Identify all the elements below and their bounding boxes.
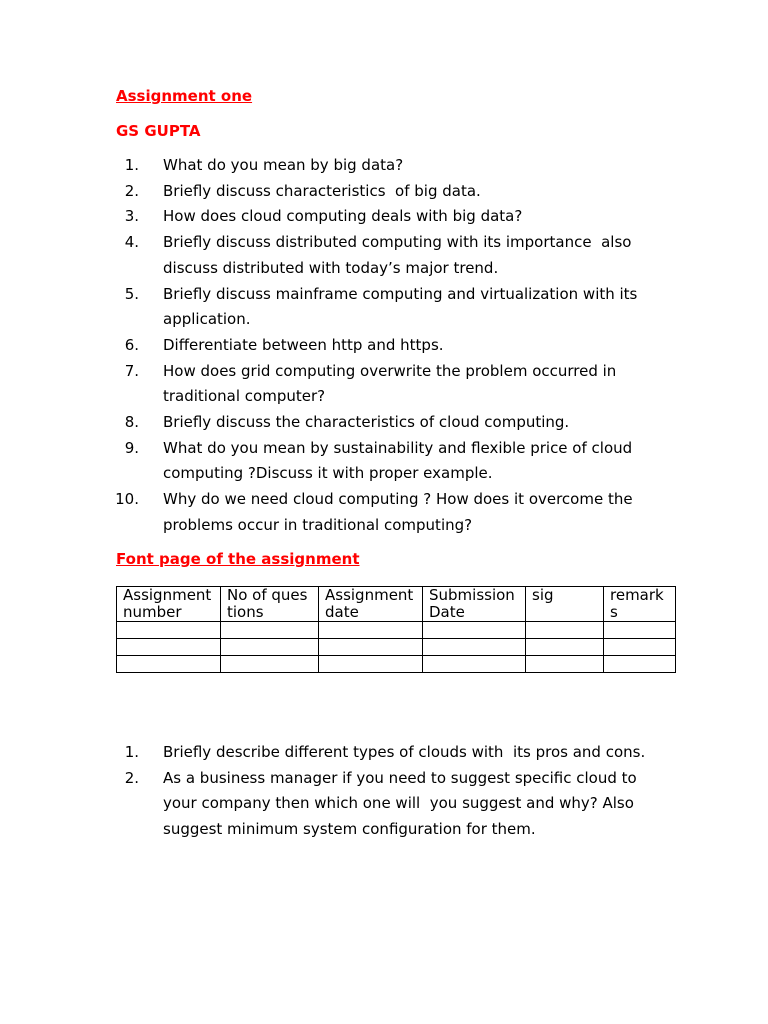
author-name: GS GUPTA — [116, 122, 201, 140]
table-cell — [117, 622, 221, 639]
table-cell — [604, 656, 676, 673]
assignment-title: Assignment one — [116, 87, 253, 105]
list-item — [0, 282, 768, 333]
item-text: Why do we need cloud computing ? How does it overcome the problems occur in traditional computing? — [163, 490, 638, 534]
table-cell — [117, 656, 221, 673]
list-item — [0, 487, 768, 538]
front-page-table — [116, 586, 676, 673]
front-page-heading: Font page of the assignment — [116, 550, 360, 568]
item-text: Briefly discuss distributed computing with its importance also discuss distributed with today’s major trend. — [163, 233, 637, 277]
list-item — [0, 204, 768, 230]
item-text: Briefly discuss mainframe computing and virtualization with its application. — [163, 284, 643, 329]
item-number: 1. — [124, 743, 139, 761]
list-item — [0, 766, 768, 843]
item-number: 9. — [124, 438, 139, 457]
table-cell — [423, 639, 526, 656]
item-text: Briefly discuss characteristics of big data. — [163, 181, 481, 200]
column-header: remarks — [604, 587, 676, 622]
list-item — [0, 230, 768, 281]
table-cell — [604, 639, 676, 656]
item-number: 5. — [124, 284, 139, 303]
item-number: 3. — [124, 207, 139, 226]
item-number: 6. — [124, 335, 139, 354]
item-number: 2. — [124, 768, 139, 787]
list-item — [0, 436, 768, 487]
list-item — [0, 410, 768, 436]
item-text: How does cloud computing deals with big data? — [163, 207, 523, 226]
item-number: 7. — [124, 361, 139, 380]
table-row — [117, 639, 676, 656]
table-cell — [526, 622, 604, 639]
item-number: 4. — [124, 233, 139, 252]
item-text: What do you mean by big data? — [163, 156, 404, 174]
item-text: Differentiate between http and https. — [163, 335, 444, 354]
column-header: sig — [526, 587, 604, 622]
list-item — [0, 333, 768, 359]
table-row — [117, 622, 676, 639]
table-cell — [423, 656, 526, 673]
item-text: Briefly discuss the characteristics of cloud computing. — [163, 413, 570, 432]
item-text: Briefly describe different types of clouds with its pros and cons. — [163, 743, 646, 761]
table-cell — [526, 656, 604, 673]
column-header: Submission Date — [423, 587, 526, 622]
table-cell — [526, 639, 604, 656]
table-header-row — [117, 587, 676, 622]
list-item — [0, 179, 768, 205]
table-cell — [221, 656, 319, 673]
item-number: 10. — [115, 490, 139, 509]
item-text: What do you mean by sustainability and flexible price of cloud computing ?Discuss it with proper example. — [163, 438, 637, 483]
table-cell — [423, 622, 526, 639]
list-item — [0, 359, 768, 410]
item-number: 1. — [124, 156, 139, 174]
table-cell — [319, 639, 423, 656]
table-row — [117, 656, 676, 673]
table-cell — [604, 622, 676, 639]
list-item — [0, 153, 768, 179]
table-cell — [221, 639, 319, 656]
question-list-2 — [0, 740, 768, 843]
table-cell — [221, 622, 319, 639]
column-header: No of questions — [221, 587, 319, 622]
item-text: As a business manager if you need to suggest specific cloud to your company then which one will you suggest and why? Also suggest minimum system configuration for them. — [163, 768, 642, 839]
item-number: 2. — [124, 181, 139, 200]
column-header: Assignment date — [319, 587, 423, 622]
table-cell — [117, 639, 221, 656]
item-number: 8. — [124, 413, 139, 432]
list-item — [0, 740, 768, 766]
item-text: How does grid computing overwrite the problem occurred in traditional computer? — [163, 361, 622, 406]
column-header: Assignment number — [117, 587, 221, 622]
question-list — [0, 153, 768, 539]
table-cell — [319, 622, 423, 639]
table-cell — [319, 656, 423, 673]
